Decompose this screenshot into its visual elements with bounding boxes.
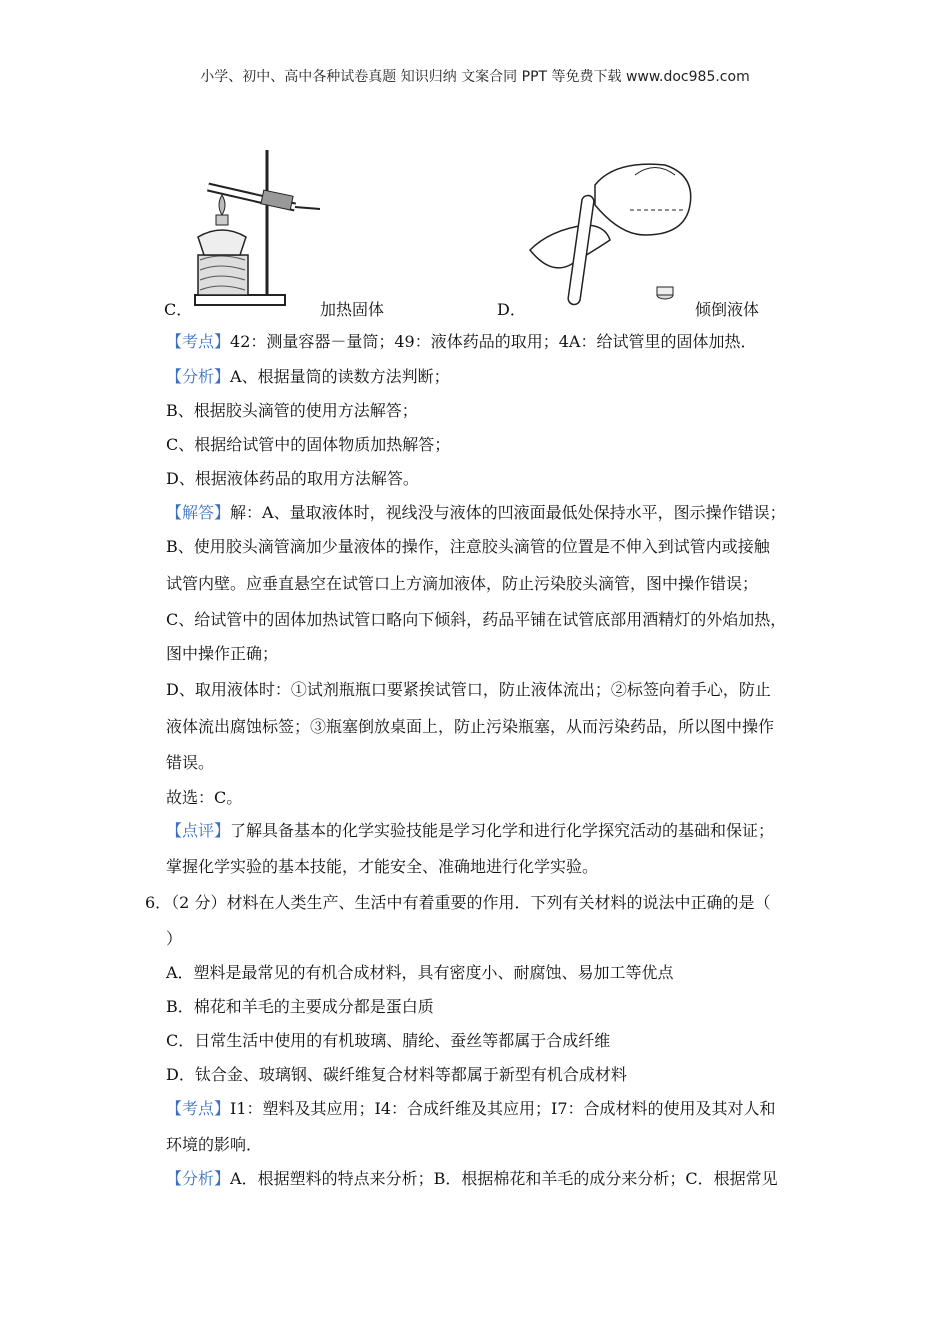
tag-dianping: 【点评】	[166, 821, 231, 840]
q6-option-a: A．塑料是最常见的有机合成材料，具有密度小、耐腐蚀、易加工等优点	[166, 963, 674, 982]
q6-option-d: D．钛合金、玻璃钢、碳纤维复合材料等都属于新型有机合成材料	[166, 1065, 627, 1084]
q5-jieda-line: 试管内壁。应垂直悬空在试管口上方滴加液体，防止污染胶头滴管，图中操作错误；	[166, 574, 759, 593]
figure-d-caption: 倾倒液体	[695, 300, 760, 319]
tag-jieda: 【解答】	[166, 503, 231, 522]
q6-option-c: C．日常生活中使用的有机玻璃、腈纶、蚕丝等都属于合成纤维	[166, 1031, 611, 1050]
q6-stem: 6．（2 分）材料在人类生产、生活中有着重要的作用．下列有关材料的说法中正确的是（	[145, 893, 771, 912]
q5-jieda-line: 错误。	[166, 753, 215, 772]
q5-jieda-line: D、取用液体时：①试剂瓶瓶口要紧挨试管口，防止液体流出；②标签向着手心，防止	[166, 680, 771, 699]
q5-fenxi-line: A、根据量筒的读数方法判断；	[230, 367, 450, 386]
q6-kaodian-line: 环境的影响．	[166, 1135, 263, 1154]
heating-solid-figure	[190, 145, 325, 310]
q5-dianping	[166, 820, 774, 842]
q5-fenxi-line: B、根据胶头滴管的使用方法解答；	[166, 401, 418, 420]
q5-answer: 故选：C。	[166, 788, 243, 807]
q5-dianping-line: 了解具备基本的化学实验技能是学习化学和进行化学探究活动的基础和保证；	[230, 821, 775, 840]
figure-c-caption: 加热固体	[320, 300, 385, 319]
q5-fenxi	[166, 366, 450, 388]
tag-fenxi: 【分析】	[166, 367, 231, 386]
q5-fenxi-line: C、根据给试管中的固体物质加热解答；	[166, 435, 451, 454]
q5-dianping-line: 掌握化学实验的基本技能，才能安全、准确地进行化学实验。	[166, 857, 599, 876]
tag-kaodian: 【考点】	[166, 332, 231, 351]
tag-fenxi: 【分析】	[166, 1169, 231, 1188]
pouring-liquid-figure	[525, 155, 700, 315]
tag-kaodian: 【考点】	[166, 1099, 231, 1118]
q6-fenxi	[166, 1168, 778, 1190]
q5-kaodian-text: 42：测量容器－量筒；49：液体药品的取用；4A：给试管里的固体加热．	[230, 332, 757, 351]
q5-jieda-line: 液体流出腐蚀标签；③瓶塞倒放桌面上，防止污染瓶塞，从而污染药品，所以图中操作	[166, 717, 775, 736]
q5-jieda-line: 解：A、量取液体时，视线没与液体的凹液面最低处保持水平，图示操作错误；	[230, 503, 786, 522]
q5-fenxi-line: D、根据液体药品的取用方法解答。	[166, 469, 419, 488]
figure-c-letter: C．	[164, 300, 193, 319]
q5-jieda-line: 图中操作正确；	[166, 644, 279, 663]
figure-d-letter: D．	[497, 300, 526, 319]
q5-jieda	[166, 502, 786, 524]
q6-stem-end: ）	[166, 929, 183, 948]
q6-fenxi-text: A．根据塑料的特点来分析；B．根据棉花和羊毛的成分来分析；C．根据常见	[230, 1169, 778, 1188]
q5-jieda-line: B、使用胶头滴管滴加少量液体的操作，注意胶头滴管的位置是不伸入到试管内或接触	[166, 537, 770, 556]
q6-option-b: B．棉花和羊毛的主要成分都是蛋白质	[166, 997, 434, 1016]
q5-jieda-line: C、给试管中的固体加热试管口略向下倾斜，药品平铺在试管底部用酒精灯的外焰加热，	[166, 610, 787, 629]
q6-kaodian	[166, 1098, 776, 1120]
page-header: 小学、初中、高中各种试卷真题 知识归纳 文案合同 PPT 等免费下载 www.doc985.com	[200, 69, 750, 85]
q5-kaodian	[166, 331, 756, 353]
q6-kaodian-line: I1：塑料及其应用；I4：合成纤维及其应用；I7：合成材料的使用及其对人和	[230, 1099, 776, 1118]
